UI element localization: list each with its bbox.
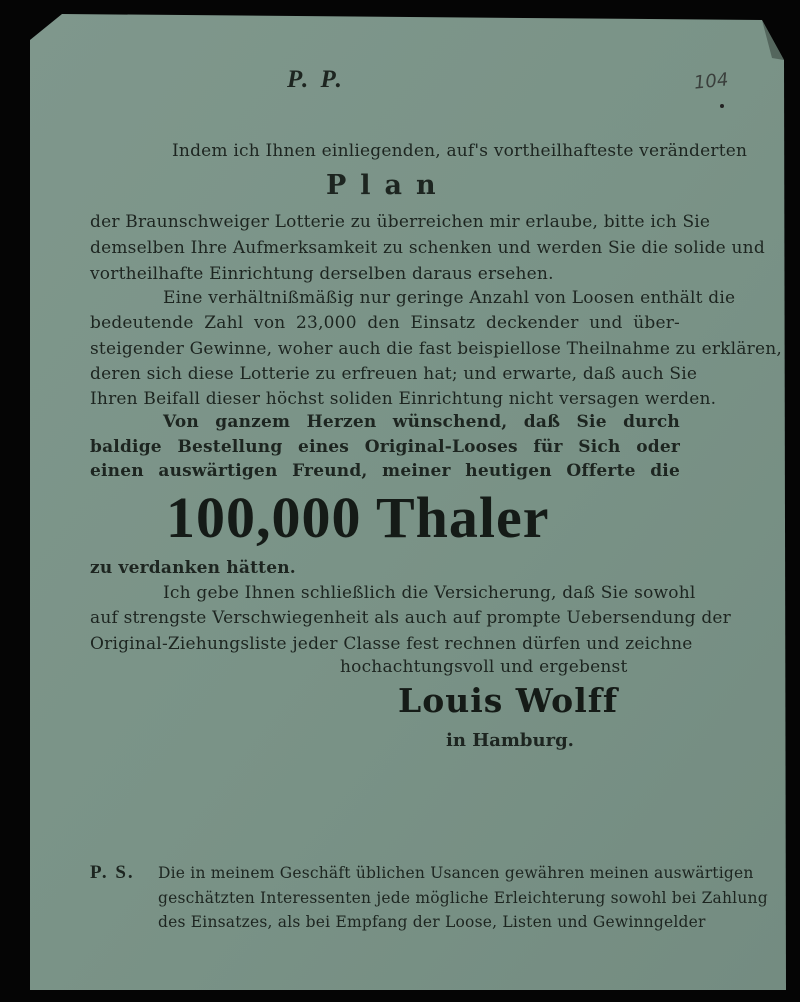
postscript-line-2: geschätzten Interessenten jede mögliche Erleichterung sowohl bei Zahlung	[158, 889, 768, 907]
body-line-9: Ihren Beifall dieser höchst soliden Einrichtung nicht versagen werden.	[90, 389, 717, 409]
closing-line-3: auf strengste Verschwiegenheit als auch auf prompte Uebersendung der	[90, 608, 731, 628]
closing-line-5: hochachtungsvoll und ergebenst	[340, 657, 628, 677]
closing-line-1: zu verdanken hätten.	[90, 558, 296, 578]
salutation: P. P.	[287, 66, 345, 93]
closing-line-4: Original-Ziehungsliste jeder Classe fest rechnen dürfen und zeichne	[90, 634, 693, 654]
body-line-6: bedeutende Zahl von 23,000 den Einsatz deckender und über-	[90, 313, 680, 333]
body-line-3: demselben Ihre Aufmerksamkeit zu schenken und werden Sie die solide und	[90, 238, 765, 258]
body-line-11: baldige Bestellung eines Original-Looses für Sich oder	[90, 437, 680, 457]
body-line-10: Von ganzem Herzen wünschend, daß Sie durch	[163, 412, 680, 432]
ink-dot	[720, 104, 724, 108]
body-line-7: steigender Gewinne, woher auch die fast beispiellose Theilnahme zu erklären,	[90, 339, 782, 359]
signature-place: in Hamburg.	[446, 730, 574, 751]
postscript-label: P. S.	[90, 862, 135, 883]
plan-heading: Plan	[326, 170, 450, 201]
postscript-line-3: des Einsatzes, als bei Empfang der Loose, Listen und Gewinngelder	[158, 913, 706, 931]
body-line-2: der Braunschweiger Lotterie zu überreichen mir erlaube, bitte ich Sie	[90, 212, 711, 232]
signature-name: Louis Wolff	[398, 681, 619, 720]
body-line-4: vortheilhafte Einrichtung derselben daraus ersehen.	[90, 264, 554, 284]
body-line-1: Indem ich Ihnen einliegenden, auf's vortheilhafteste veränderten	[172, 141, 748, 161]
archive-number: 104	[692, 69, 730, 94]
body-line-5: Eine verhältnißmäßig nur geringe Anzahl von Loosen enthält die	[163, 288, 736, 308]
closing-line-2: Ich gebe Ihnen schließlich die Versicherung, daß Sie sowohl	[163, 583, 696, 603]
postscript-line-1: Die in meinem Geschäft üblichen Usancen gewähren meinen auswärtigen	[158, 864, 754, 882]
body-line-12: einen auswärtigen Freund, meiner heutigen Offerte die	[90, 461, 680, 481]
prize-headline: 100,000 Thaler	[166, 485, 550, 550]
body-line-8: deren sich diese Lotterie zu erfreuen hat; und erwarte, daß auch Sie	[90, 364, 698, 384]
